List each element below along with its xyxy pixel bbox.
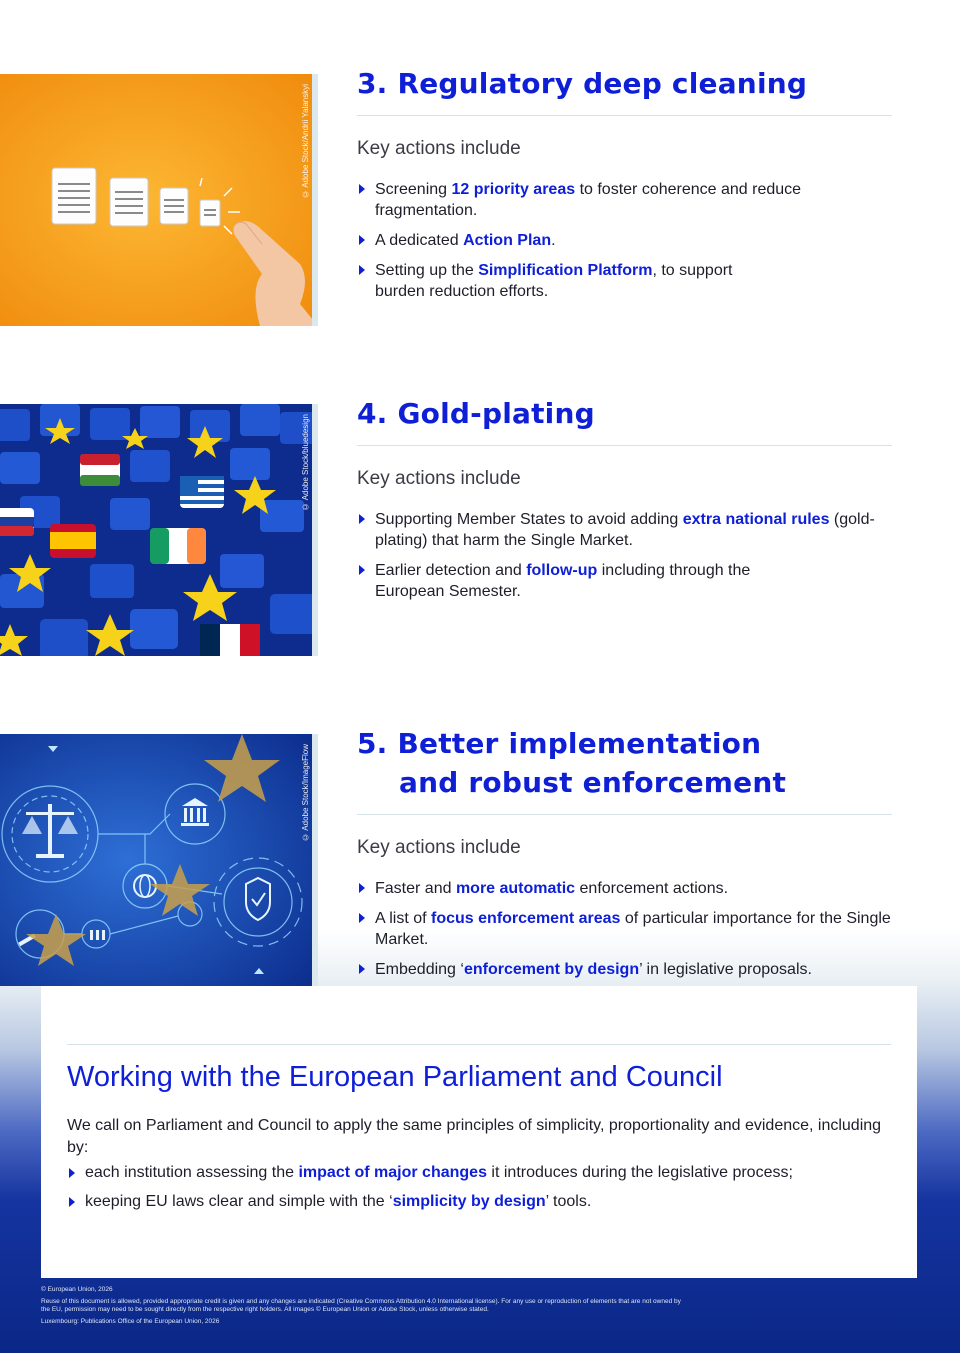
- bullet-triangle-icon: [69, 1197, 75, 1207]
- highlight-text: impact of major changes: [298, 1164, 487, 1181]
- action-list: [357, 509, 892, 602]
- action-list: [357, 179, 892, 302]
- section-title: [357, 724, 892, 802]
- section-content: [357, 724, 892, 989]
- parliament-card: [41, 986, 917, 1278]
- key-actions-label: Key actions include: [357, 468, 521, 489]
- bullet-triangle-icon: [69, 1168, 75, 1178]
- bullet-triangle-icon: [359, 184, 365, 194]
- bullet-triangle-icon: [359, 913, 365, 923]
- list-item: Supporting Member States to avoid adding extra national rules (gold-plating) that harm the Single Market.: [357, 509, 892, 551]
- eu-flag-cubes-image: [0, 404, 318, 656]
- footer: [41, 1286, 921, 1329]
- image-credit: © Adobe Stock/bluedesign: [301, 414, 310, 512]
- image-credit: © Adobe Stock/ImageFlow: [301, 744, 310, 842]
- section-title: 4. Gold-plating: [357, 397, 595, 430]
- bullet-triangle-icon: [359, 265, 365, 275]
- image-credit: © Adobe Stock/Andrii Yalanskyi: [301, 84, 310, 199]
- list-item: A dedicated Action Plan.: [357, 230, 892, 251]
- divider: [67, 1044, 891, 1045]
- list-item: Embedding ‘enforcement by design’ in legislative proposals.: [357, 959, 892, 980]
- list-item: Earlier detection and follow-up including through the European Semester.: [357, 560, 892, 602]
- key-actions-label: Key actions include: [357, 138, 521, 159]
- highlight-text: enforcement by design: [463, 961, 640, 978]
- action-list: [357, 878, 892, 980]
- image-edge-strip: [312, 74, 318, 326]
- footer-copyright: © European Union, 2026: [41, 1286, 113, 1293]
- card-list: [67, 1162, 793, 1220]
- bullet-triangle-icon: [359, 235, 365, 245]
- key-actions-label: Key actions include: [357, 837, 521, 858]
- footer-reuse: Reuse of this document is allowed, provided appropriate credit is given and any changes are indicated (Creative Commons Attribution 4.0 International license). For any use or reproduction of elements that are not owned by the EU, permission may need to be sought directly from the respective right holders. All images © European Union or Adobe Stock, unless otherwise stated.: [41, 1297, 681, 1313]
- bullet-triangle-icon: [359, 964, 365, 974]
- image-edge-strip: [312, 734, 318, 986]
- highlight-text: Simplification Platform: [478, 262, 653, 279]
- highlight-text: more automatic: [455, 880, 576, 897]
- section-title-line1: 5. Better implementation: [357, 727, 762, 760]
- highlight-text: 12 priority areas: [451, 181, 576, 198]
- list-item: A list of focus enforcement areas of particular importance for the Single Market.: [357, 908, 892, 950]
- section-title-line2: and robust enforcement: [399, 766, 787, 799]
- image-edge-strip: [312, 404, 318, 656]
- bullet-triangle-icon: [359, 514, 365, 524]
- card-title: Working with the European Parliament and Council: [67, 1061, 723, 1093]
- footer-publisher: Luxembourg: Publications Office of the European Union, 2026: [41, 1317, 220, 1325]
- highlight-text: simplicity by design: [392, 1193, 546, 1210]
- bullet-triangle-icon: [359, 565, 365, 575]
- highlight-text: Action Plan: [463, 232, 552, 249]
- divider: [357, 814, 892, 815]
- documents-hand-image: [0, 74, 318, 326]
- list-item: Screening 12 priority areas to foster coherence and reduce fragmentation.: [357, 179, 892, 221]
- list-item: each institution assessing the impact of major changes it introduces during the legislative process;: [67, 1162, 793, 1184]
- divider: [357, 115, 892, 116]
- highlight-text: follow-up: [526, 562, 598, 579]
- justice-network-image: [0, 734, 318, 986]
- list-item: keeping EU laws clear and simple with the ‘simplicity by design’ tools.: [67, 1191, 793, 1213]
- section-title: 3. Regulatory deep cleaning: [357, 67, 808, 100]
- card-intro: We call on Parliament and Council to apply the same principles of simplicity, proportionality and evidence, including by:: [67, 1117, 882, 1156]
- list-item: Faster and more automatic enforcement actions.: [357, 878, 892, 899]
- divider: [357, 445, 892, 446]
- highlight-text: focus enforcement areas: [431, 910, 621, 927]
- section-content: [357, 394, 892, 611]
- highlight-text: extra national rules: [682, 511, 830, 528]
- list-item: Setting up the Simplification Platform, to support burden reduction efforts.: [357, 260, 892, 302]
- bullet-triangle-icon: [359, 883, 365, 893]
- section-content: [357, 64, 892, 311]
